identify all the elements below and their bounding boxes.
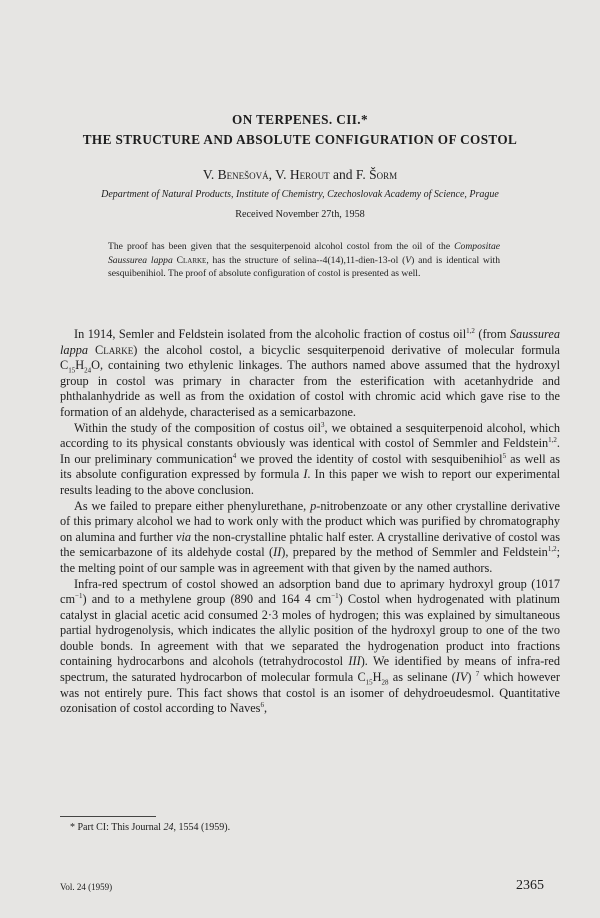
body-text: ), prepared by the method of Semmler and Feldstein	[281, 545, 548, 560]
unit-superscript: −1	[331, 592, 339, 600]
body-paragraph	[60, 421, 560, 499]
body-text: H	[75, 358, 85, 373]
reference-superscript: 1,2	[466, 326, 475, 335]
body-text: ). We identified by means of infra-red spectrum, the saturated hydrocarbon of molecular formula C	[60, 654, 560, 685]
body-text: as selinane (	[388, 670, 456, 685]
author-separator: and F.	[329, 167, 370, 182]
footnote-text: * Part CI: This Journal	[70, 822, 164, 833]
author-name: Šorm	[369, 167, 398, 182]
body-text: , we obtained a sesquiterpenoid alcohol, which according to its physical constants obviously was identical with costol of Semmler and Feldstein	[60, 420, 560, 451]
body-text: H	[372, 670, 382, 685]
body-text: (from	[474, 327, 510, 341]
formula-subscript: 15	[365, 678, 373, 687]
author-affiliation: Department of Natural Products, Institute of Chemistry, Czechoslovak Academy of Science, Prague	[101, 189, 499, 200]
unit-superscript: −1	[75, 592, 83, 600]
reference-superscript: 1,2	[548, 436, 557, 445]
journal-volume: Vol. 24 (1959)	[60, 882, 113, 892]
body-text: ) the alcohol costol, a bicyclic sesquiterpenoid derivative of molecular formula C	[60, 342, 560, 373]
body-paragraph	[60, 577, 560, 717]
abstract-italic: V	[405, 254, 412, 266]
body-italic: p	[310, 498, 317, 513]
author-initial: V.	[202, 167, 218, 182]
body-text: . In this paper we wish to report our experimental results leading to the above conclusion.	[60, 467, 561, 497]
body-text: which however was not entirely pure. This fact shows that costol is an isomer of dehydroeudesmol. Quantitative ozonisation of costol according to Naves	[60, 670, 560, 716]
body-text: ) Costol when hydrogenated with platinum catalyst in glacial acetic acid consumed 2·3 moles of hydrogen; this was explained by simultaneous partial hydrogenolysis, which indicates the allylic position of the hydroxyl group to one of the two double bonds. In agreement with that we separated the hydrogenation product into fractions containing hydrocarbons and alcohols (tetrahydrocostol	[60, 592, 560, 669]
body-text: ) and to a methylene group (890 and 164 4 cm	[82, 592, 332, 607]
footnote-italic: 24	[163, 822, 174, 833]
body-italic: I	[303, 467, 308, 482]
body-text: ; the melting point of our sample was in agreement with that given by the named authors.	[60, 545, 560, 575]
body-italic: II	[273, 545, 282, 560]
abstract-text: The proof has been given that the sesquiterpenoid alcohol costol from the oil of the	[108, 241, 455, 252]
author-name: Benešová	[217, 167, 269, 182]
body-text: )	[467, 670, 476, 685]
body-italic: III	[348, 654, 361, 669]
body-text: Infra-red spectrum of costol showed an adsorption band due to aprimary hydroxyl group (1017 cm	[60, 576, 560, 607]
reference-superscript: 4	[232, 451, 237, 460]
body-paragraph	[60, 327, 560, 421]
footnote-text: , 1554 (1959).	[173, 822, 231, 833]
body-text: Within the study of the composition of costus oil	[74, 420, 322, 435]
body-text: ,	[263, 701, 268, 716]
abstract-text: , has the structure of selina--4(14),11-dien-13-ol (	[206, 254, 406, 266]
formula-subscript: 15	[68, 366, 76, 375]
abstract-smallcaps: Clarke	[176, 254, 207, 266]
body-text: O, containing two ethylenic linkages. The authors named above assumed that the hydroxyl group in costol was primary in character from the esterification with acetanhydride and phthalanhydride as well as from the oxidation of costol with chromic acid which gave rise to the formation of an aldehyde, characterised as a semicarbazone.	[60, 358, 560, 419]
body-paragraph	[60, 499, 560, 577]
article-body	[60, 327, 560, 717]
body-text: the non-crystalline phtalic half ester. A crystalline derivative of costol was the semicarbazone of its aldehyde costal (	[60, 529, 560, 560]
body-text: as well as its absolute configuration expressed by formula	[60, 451, 560, 482]
reference-superscript: 7	[475, 669, 480, 678]
footnote-divider	[60, 816, 156, 817]
body-text: As we failed to prepare either phenylurethane,	[74, 498, 311, 513]
article-title-series: ON TERPENES. CII.*	[232, 112, 368, 127]
author-list	[0, 167, 600, 183]
reference-superscript: 6	[260, 701, 264, 710]
received-date: Received November 27th, 1958	[235, 209, 365, 220]
body-text: . In our preliminary communication	[60, 436, 560, 466]
body-italic: IV	[455, 670, 468, 685]
page-number: 2365	[516, 878, 544, 893]
body-text: -nitrobenzoate or any other crystalline derivative of this primary alcohol we had to work only with the product which was purified by chromatography on alumina and further	[60, 498, 560, 544]
abstract-italic: Compositae Saussurea lappa	[108, 241, 500, 266]
body-text: In 1914, Semler and Feldstein isolated from the alcoholic fraction of costus oil	[74, 327, 467, 341]
author-separator: , V.	[268, 167, 290, 182]
body-italic: via	[175, 529, 192, 544]
body-italic: Saussurea lappa	[60, 327, 560, 357]
article-title: THE STRUCTURE AND ABSOLUTE CONFIGURATION OF COSTOL	[82, 132, 518, 147]
body-text: we proved the identity of costol with sesquibenihiol	[236, 451, 503, 466]
abstract-text: ) and is identical with sesquibenihiol. The proof of absolute configuration of costol is presented as well.	[108, 254, 500, 280]
reference-superscript: 3	[321, 420, 325, 429]
formula-subscript: 28	[381, 678, 389, 687]
reference-superscript: 1,2	[547, 545, 557, 554]
reference-superscript: 5	[502, 451, 507, 460]
author-name: Herout	[289, 167, 330, 182]
body-smallcaps: Clarke	[95, 342, 134, 357]
abstract	[108, 240, 500, 281]
formula-subscript: 24	[84, 366, 92, 375]
footnote	[70, 822, 230, 833]
